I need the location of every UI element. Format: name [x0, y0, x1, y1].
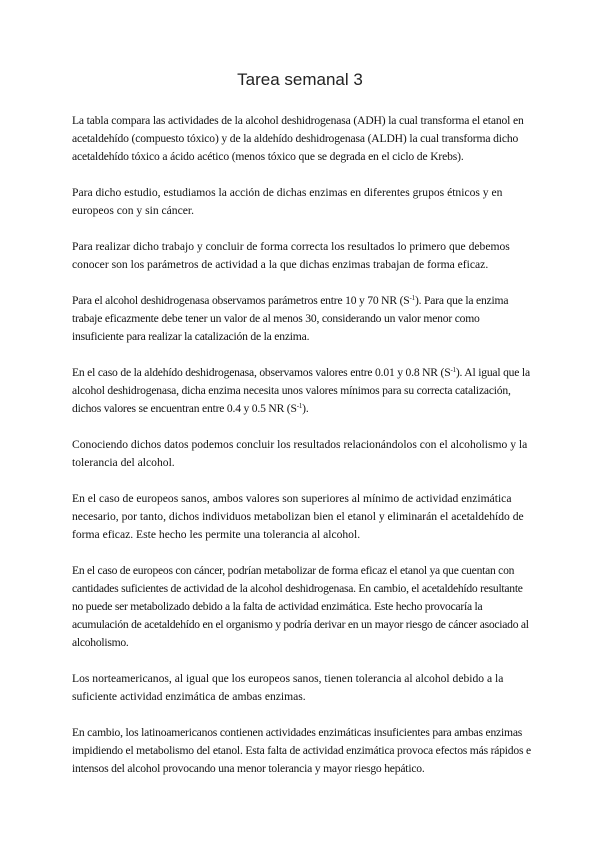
aldh-text-end: ). — [302, 402, 309, 415]
paragraph-aldh-values — [72, 364, 532, 418]
paragraph-north-americans: Los norteamericanos, al igual que los europeos sanos, tienen tolerancia al alcohol debido a la suficiente actividad enzimática de ambas enzimas. — [72, 672, 504, 703]
adh-unit-exponent: -1 — [409, 294, 415, 302]
paragraph-study: Para dicho estudio, estudiamos la acción de dichas enzimas en diferentes grupos étnicos y en europeos con y sin cáncer. — [72, 186, 503, 217]
aldh-unit-exponent-2: -1 — [296, 402, 303, 410]
paragraph-europeans-cancer: En el caso de europeos con cáncer, podrían metabolizar de forma eficaz el etanol ya que cuentan con cantidades suficientes de actividad de la alcohol deshidrogenasa. En cambio, el acetaldehído resultante no puede ser metabolizado debido a la falta de actividad enzimática. Este hecho provocaría la acumulación de acetaldehído en el organismo y podría derivar en un mayor riesgo de cáncer asociado al alcoholismo. — [72, 564, 529, 649]
document-body — [72, 112, 532, 796]
aldh-unit-exponent: -1 — [450, 366, 456, 374]
adh-text-start: Para el alcohol deshidrogenasa observamos parámetros entre 10 y 70 NR (S — [72, 294, 410, 307]
page-title: Tarea semanal 3 — [237, 70, 363, 89]
paragraph-parameters: Para realizar dicho trabajo y concluir de forma correcta los resultados lo primero que debemos conocer son los parámetros de actividad a la que dichas enzimas trabajan de forma eficaz. — [72, 240, 510, 271]
aldh-text-middle: ). Al igual que la alcohol deshidrogenasa, dicha enzima necesita unos valores mínimos para su correcta catalización, dichos valores se encuentran entre 0.4 y 0.5 NR (S — [72, 366, 530, 415]
paragraph-healthy-europeans: En el caso de europeos sanos, ambos valores son superiores al mínimo de actividad enzimática necesario, por tanto, dichos individuos metabolizan bien el etanol y eliminarán el acetaldehído de forma eficaz. Este hecho les permite una tolerancia al alcohol. — [72, 492, 524, 541]
paragraph-latin-americans: En cambio, los latinoamericanos contienen actividades enzimáticas insuficientes para ambas enzimas impidiendo el metabolismo del etanol. Esta falta de actividad enzimática provoca efectos más rápidos e intensos del alcohol provocando una menor tolerancia y mayor riesgo hepático. — [72, 726, 531, 775]
adh-text-end: ). Para que la enzima trabaje eficazmente debe tener un valor de al menos 30, considerando un valor menor como insuficiente para realizar la catalización de la enzima. — [72, 294, 509, 343]
paragraph-conclusion-intro: Conociendo dichos datos podemos concluir los resultados relacionándolos con el alcoholismo y la tolerancia del alcohol. — [72, 438, 528, 469]
paragraph-adh-values — [72, 292, 532, 346]
aldh-text-start: En el caso de la aldehído deshidrogenasa, observamos valores entre 0.01 y 0.8 NR (S — [72, 366, 451, 379]
paragraph-intro: La tabla compara las actividades de la alcohol deshidrogenasa (ADH) la cual transforma el etanol en acetaldehído (compuesto tóxico) y de la aldehído deshidrogenasa (ALDH) la cual transforma dicho acetaldehído tóxico a ácido acético (menos tóxico que se degrada en el ciclo de Krebs). — [72, 114, 524, 163]
